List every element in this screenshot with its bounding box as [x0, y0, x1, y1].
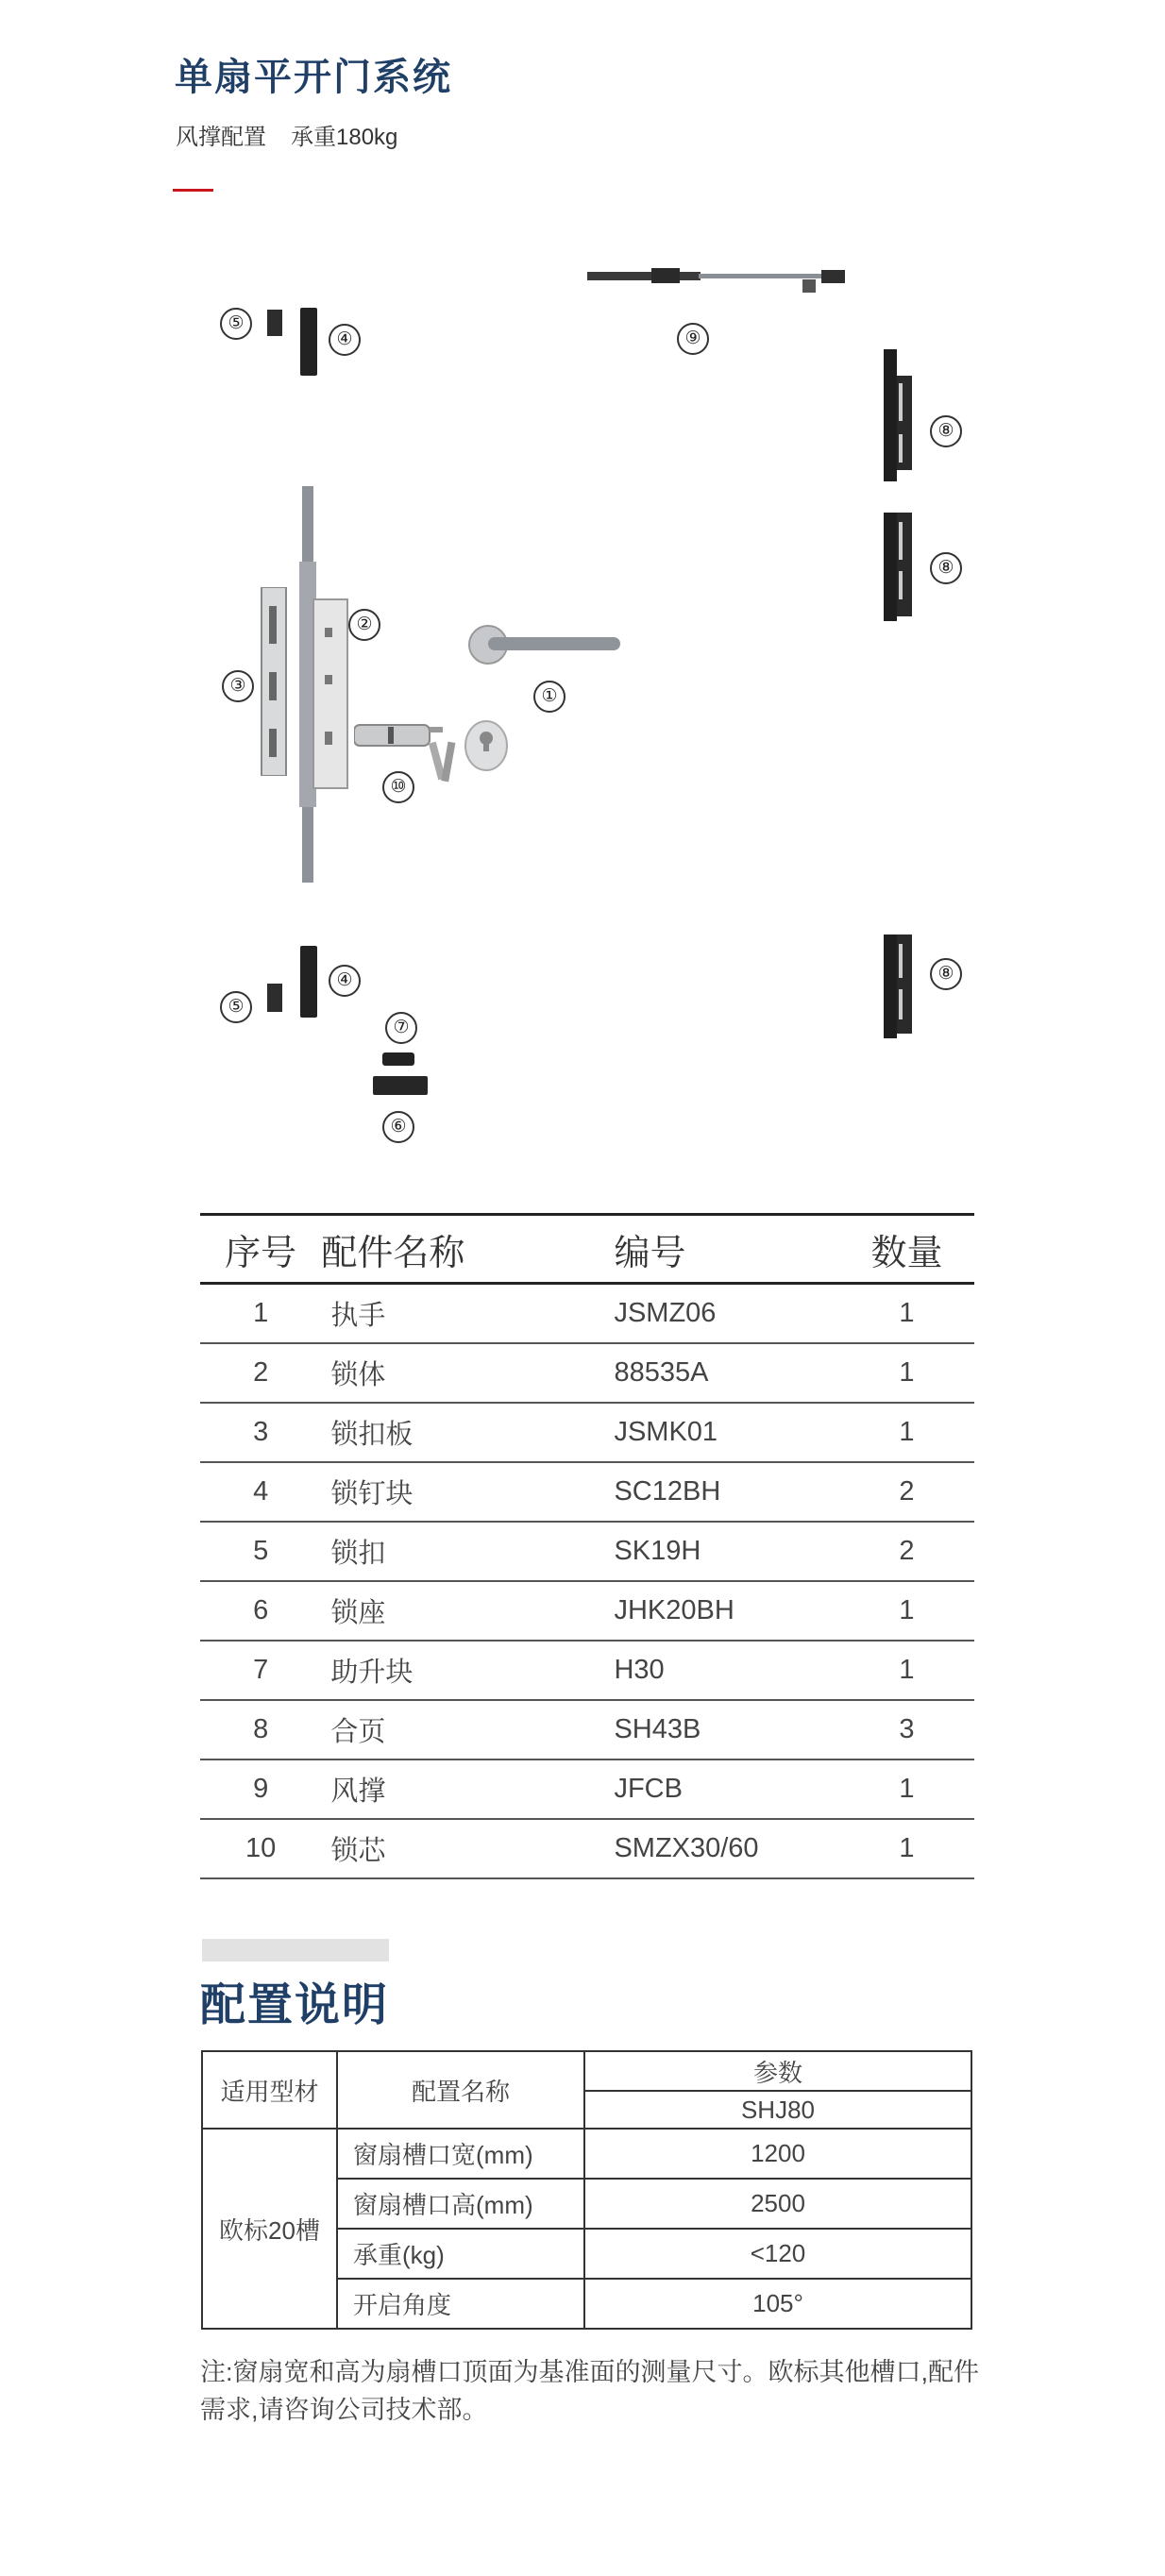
label-4-bottom: ④ — [329, 965, 361, 997]
table-header-row — [200, 1215, 974, 1284]
cell-profile: 欧标20槽 — [202, 2129, 337, 2329]
cell-qty: 1 — [839, 1759, 974, 1819]
cell-index: 9 — [200, 1759, 321, 1819]
label-8-c: ⑧ — [930, 958, 962, 990]
table-row — [200, 1759, 974, 1819]
label-9: ⑨ — [677, 323, 709, 355]
cell-config-name: 窗扇槽口宽(mm) — [337, 2129, 584, 2179]
lock-keeper-5-bottom — [267, 984, 282, 1012]
hinge-8-a — [878, 349, 916, 481]
cell-qty: 2 — [839, 1462, 974, 1522]
col-header-qty: 数量 — [839, 1215, 974, 1284]
label-1: ① — [533, 681, 566, 713]
cell-qty: 3 — [839, 1700, 974, 1759]
accent-divider — [173, 189, 213, 192]
table-row — [200, 1462, 974, 1522]
table-row — [200, 1819, 974, 1878]
cell-code: JSMZ06 — [614, 1284, 838, 1344]
handle-1 — [467, 618, 628, 675]
cell-qty: 1 — [839, 1284, 974, 1344]
hinge-8-c — [878, 934, 916, 1038]
label-3: ③ — [222, 670, 254, 702]
header-model: SHJ80 — [584, 2091, 971, 2129]
label-7: ⑦ — [385, 1012, 417, 1044]
label-8-a: ⑧ — [930, 415, 962, 447]
label-5-top: ⑤ — [220, 308, 252, 340]
cell-name: 锁座 — [321, 1581, 614, 1641]
parts-table — [200, 1213, 974, 1879]
cell-qty: 1 — [839, 1581, 974, 1641]
table-row — [200, 1284, 974, 1344]
cell-index: 4 — [200, 1462, 321, 1522]
col-header-code: 编号 — [614, 1215, 838, 1284]
table-row — [200, 1700, 974, 1759]
label-6: ⑥ — [382, 1111, 414, 1143]
cell-value: 105° — [584, 2279, 971, 2329]
table-row — [200, 1581, 974, 1641]
hardware-diagram — [0, 245, 1165, 1189]
table-row — [200, 1403, 974, 1462]
cell-config-name: 开启角度 — [337, 2279, 584, 2329]
page-title: 单扇平开门系统 — [175, 57, 452, 98]
header-profile: 适用型材 — [202, 2051, 337, 2129]
cell-value: <120 — [584, 2229, 971, 2279]
cell-config-name: 承重(kg) — [337, 2229, 584, 2279]
cell-code: H30 — [614, 1641, 838, 1700]
label-2: ② — [348, 609, 380, 641]
col-header-index: 序号 — [200, 1215, 321, 1284]
cell-qty: 2 — [839, 1522, 974, 1581]
page-subtitle — [176, 118, 422, 151]
header-params: 参数 — [584, 2051, 971, 2091]
cell-index: 10 — [200, 1819, 321, 1878]
cell-name: 助升块 — [321, 1641, 614, 1700]
cell-code: SH43B — [614, 1700, 838, 1759]
cell-value: 1200 — [584, 2129, 971, 2179]
lock-pin-block-4-bottom — [300, 946, 317, 1018]
cell-name: 执手 — [321, 1284, 614, 1344]
table-row — [200, 1343, 974, 1403]
cell-index: 3 — [200, 1403, 321, 1462]
cell-code: JFCB — [614, 1759, 838, 1819]
header-config-name: 配置名称 — [337, 2051, 584, 2129]
hinge-8-b — [878, 513, 916, 621]
cell-name: 锁钉块 — [321, 1462, 614, 1522]
cell-config-name: 窗扇槽口高(mm) — [337, 2179, 584, 2229]
label-5-bottom: ⑤ — [220, 991, 252, 1023]
label-8-b: ⑧ — [930, 552, 962, 584]
cell-name: 锁扣板 — [321, 1403, 614, 1462]
cell-name: 锁扣 — [321, 1522, 614, 1581]
subtitle-config: 风撑配置 — [176, 125, 266, 150]
cell-name: 风撑 — [321, 1759, 614, 1819]
cell-name: 锁体 — [321, 1343, 614, 1403]
cell-qty: 1 — [839, 1343, 974, 1403]
config-table — [201, 2050, 972, 2330]
table-row — [200, 1522, 974, 1581]
lock-pin-block-4-top — [300, 308, 317, 376]
subtitle-load: 承重180kg — [291, 125, 398, 150]
strike-plate-3 — [260, 587, 288, 776]
friction-stay-9 — [585, 262, 850, 310]
cell-index: 2 — [200, 1343, 321, 1403]
cell-code: SMZX30/60 — [614, 1819, 838, 1878]
cell-index: 5 — [200, 1522, 321, 1581]
cell-code: JSMK01 — [614, 1403, 838, 1462]
lock-keeper-5-top — [267, 310, 282, 336]
cell-index: 7 — [200, 1641, 321, 1700]
cell-index: 6 — [200, 1581, 321, 1641]
cell-qty: 1 — [839, 1641, 974, 1700]
cell-name: 合页 — [321, 1700, 614, 1759]
cell-name: 锁芯 — [321, 1819, 614, 1878]
label-10: ⑩ — [382, 771, 414, 803]
cell-code: SC12BH — [614, 1462, 838, 1522]
section-title: 配置说明 — [200, 1980, 390, 2030]
table-row — [200, 1641, 974, 1700]
cell-code: SK19H — [614, 1522, 838, 1581]
footnote: 注:窗扇宽和高为扇槽口顶面为基准面的测量尺寸。欧标其他槽口,配件需求,请咨询公司技术部。 — [200, 2358, 980, 2424]
cell-value: 2500 — [584, 2179, 971, 2229]
cell-index: 8 — [200, 1700, 321, 1759]
lock-cylinder-10 — [354, 717, 524, 793]
cell-qty: 1 — [839, 1819, 974, 1878]
cell-code: 88535A — [614, 1343, 838, 1403]
lock-body-2 — [295, 486, 351, 883]
lift-block-7 — [382, 1052, 414, 1066]
section-accent-bar — [202, 1939, 389, 1961]
cell-qty: 1 — [839, 1403, 974, 1462]
lock-seat-6 — [373, 1076, 428, 1095]
cell-index: 1 — [200, 1284, 321, 1344]
col-header-name: 配件名称 — [321, 1215, 614, 1284]
label-4-top: ④ — [329, 324, 361, 356]
cell-code: JHK20BH — [614, 1581, 838, 1641]
